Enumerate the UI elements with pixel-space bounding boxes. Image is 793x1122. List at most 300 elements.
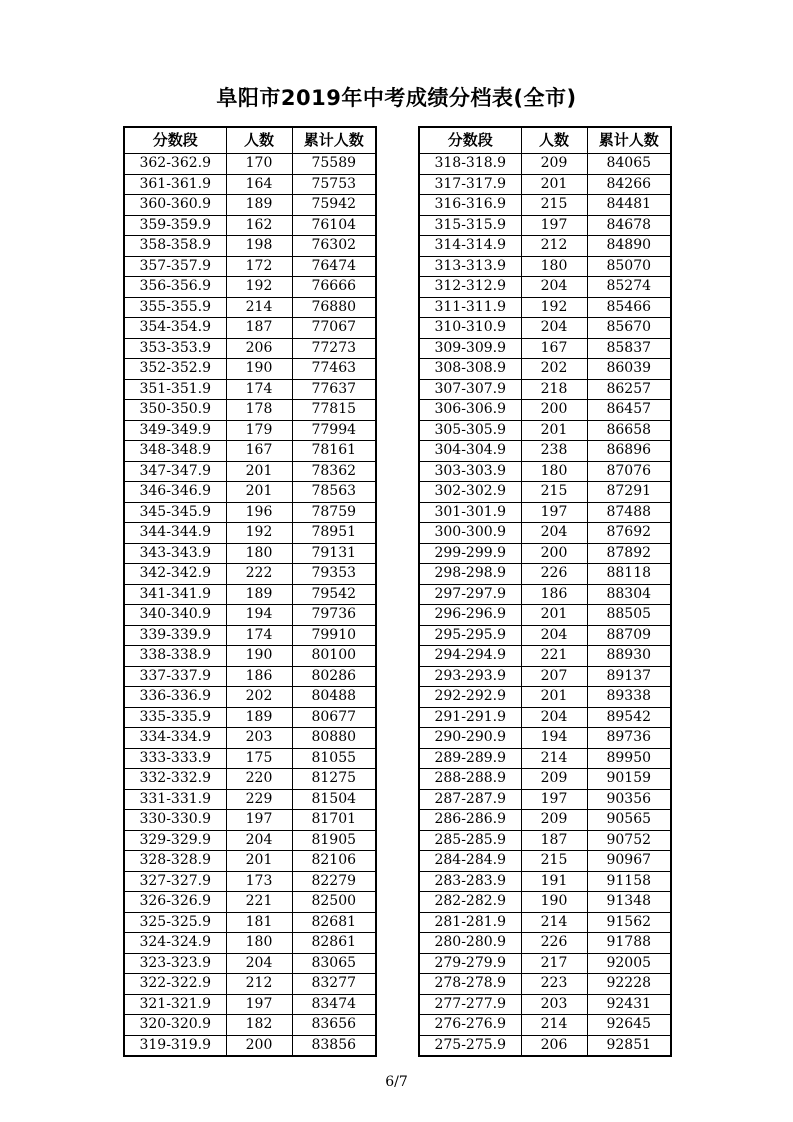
count-cell: 214 (226, 297, 292, 318)
count-cell: 178 (226, 400, 292, 421)
cumulative-cell: 80100 (292, 646, 376, 667)
count-cell: 180 (226, 933, 292, 954)
page-number: 6/7 (385, 1074, 408, 1090)
cumulative-cell: 76880 (292, 297, 376, 318)
score-range-cell: 283-283.9 (419, 871, 521, 892)
table-row (419, 953, 671, 974)
score-range-cell: 314-314.9 (419, 236, 521, 257)
cumulative-cell: 82500 (292, 892, 376, 913)
cumulative-cell: 91158 (587, 871, 671, 892)
table-row (419, 338, 671, 359)
score-range-cell: 329-329.9 (124, 830, 226, 851)
score-range-cell: 341-341.9 (124, 584, 226, 605)
score-range-cell: 290-290.9 (419, 728, 521, 749)
cumulative-cell: 80488 (292, 687, 376, 708)
cumulative-cell: 87488 (587, 502, 671, 523)
table-row (124, 461, 376, 482)
score-range-cell: 349-349.9 (124, 420, 226, 441)
cumulative-cell: 82279 (292, 871, 376, 892)
cumulative-cell: 86039 (587, 359, 671, 380)
score-range-cell: 304-304.9 (419, 441, 521, 462)
table-row (419, 523, 671, 544)
table-row (419, 933, 671, 954)
cumulative-cell: 92228 (587, 974, 671, 995)
cumulative-cell: 89542 (587, 707, 671, 728)
score-range-cell: 285-285.9 (419, 830, 521, 851)
score-range-cell: 276-276.9 (419, 1015, 521, 1036)
score-range-cell: 291-291.9 (419, 707, 521, 728)
table-header-row (124, 127, 376, 154)
count-cell: 204 (226, 953, 292, 974)
table-row (124, 974, 376, 995)
score-range-cell: 339-339.9 (124, 625, 226, 646)
table-row (124, 810, 376, 831)
table-row (124, 400, 376, 421)
table-row (419, 769, 671, 790)
count-cell: 209 (521, 769, 587, 790)
count-cell: 180 (521, 461, 587, 482)
column-header-count: 人数 (521, 127, 587, 154)
table-row (124, 441, 376, 462)
table-row (419, 748, 671, 769)
score-range-cell: 308-308.9 (419, 359, 521, 380)
table-row (124, 154, 376, 175)
count-cell: 170 (226, 154, 292, 175)
count-cell: 190 (226, 359, 292, 380)
cumulative-cell: 77637 (292, 379, 376, 400)
table-row (419, 359, 671, 380)
table-row (124, 379, 376, 400)
score-range-cell: 362-362.9 (124, 154, 226, 175)
table-row (124, 318, 376, 339)
table-row (419, 871, 671, 892)
score-range-cell: 337-337.9 (124, 666, 226, 687)
count-cell: 173 (226, 871, 292, 892)
table-row (419, 584, 671, 605)
table-row (124, 830, 376, 851)
count-cell: 167 (521, 338, 587, 359)
cumulative-cell: 79131 (292, 543, 376, 564)
score-range-cell: 289-289.9 (419, 748, 521, 769)
score-range-cell: 352-352.9 (124, 359, 226, 380)
cumulative-cell: 87076 (587, 461, 671, 482)
table-row (124, 256, 376, 277)
cumulative-cell: 90356 (587, 789, 671, 810)
cumulative-cell: 85466 (587, 297, 671, 318)
cumulative-cell: 78951 (292, 523, 376, 544)
count-cell: 202 (521, 359, 587, 380)
count-cell: 180 (521, 256, 587, 277)
cumulative-cell: 92431 (587, 994, 671, 1015)
cumulative-cell: 85070 (587, 256, 671, 277)
count-cell: 209 (521, 154, 587, 175)
count-cell: 191 (521, 871, 587, 892)
table-row (419, 420, 671, 441)
score-range-cell: 333-333.9 (124, 748, 226, 769)
count-cell: 197 (521, 215, 587, 236)
score-range-cell: 336-336.9 (124, 687, 226, 708)
count-cell: 197 (521, 789, 587, 810)
cumulative-cell: 83065 (292, 953, 376, 974)
table-row (124, 994, 376, 1015)
score-range-cell: 324-324.9 (124, 933, 226, 954)
score-range-cell: 356-356.9 (124, 277, 226, 298)
score-range-cell: 357-357.9 (124, 256, 226, 277)
count-cell: 221 (226, 892, 292, 913)
score-range-cell: 294-294.9 (419, 646, 521, 667)
cumulative-cell: 80880 (292, 728, 376, 749)
score-range-cell: 344-344.9 (124, 523, 226, 544)
count-cell: 204 (521, 523, 587, 544)
table-row (419, 625, 671, 646)
score-range-cell: 311-311.9 (419, 297, 521, 318)
count-cell: 212 (521, 236, 587, 257)
cumulative-cell: 90565 (587, 810, 671, 831)
score-range-cell: 326-326.9 (124, 892, 226, 913)
table-row (124, 523, 376, 544)
score-range-cell: 303-303.9 (419, 461, 521, 482)
cumulative-cell: 81055 (292, 748, 376, 769)
cumulative-cell: 83474 (292, 994, 376, 1015)
table-row (419, 892, 671, 913)
cumulative-cell: 79910 (292, 625, 376, 646)
count-cell: 172 (226, 256, 292, 277)
cumulative-cell: 76474 (292, 256, 376, 277)
count-cell: 189 (226, 707, 292, 728)
score-range-cell: 328-328.9 (124, 851, 226, 872)
score-range-cell: 280-280.9 (419, 933, 521, 954)
count-cell: 214 (521, 1015, 587, 1036)
count-cell: 189 (226, 195, 292, 216)
table-row (419, 543, 671, 564)
table-row (124, 174, 376, 195)
cumulative-cell: 86658 (587, 420, 671, 441)
cumulative-cell: 85274 (587, 277, 671, 298)
cumulative-cell: 77067 (292, 318, 376, 339)
count-cell: 204 (521, 318, 587, 339)
count-cell: 206 (521, 1035, 587, 1056)
score-range-cell: 322-322.9 (124, 974, 226, 995)
table-row (124, 1015, 376, 1036)
table-row (124, 1035, 376, 1056)
table-row (419, 830, 671, 851)
count-cell: 214 (521, 912, 587, 933)
count-cell: 200 (521, 543, 587, 564)
table-row (124, 338, 376, 359)
score-range-cell: 315-315.9 (419, 215, 521, 236)
score-range-cell: 299-299.9 (419, 543, 521, 564)
table-row (419, 195, 671, 216)
count-cell: 204 (226, 830, 292, 851)
count-cell: 220 (226, 769, 292, 790)
table-row (419, 974, 671, 995)
table-row (124, 605, 376, 626)
table-row (419, 256, 671, 277)
table-row (419, 810, 671, 831)
table-row (419, 502, 671, 523)
count-cell: 229 (226, 789, 292, 810)
cumulative-cell: 84890 (587, 236, 671, 257)
score-range-cell: 318-318.9 (419, 154, 521, 175)
count-cell: 200 (521, 400, 587, 421)
count-cell: 201 (521, 420, 587, 441)
table-row (419, 1035, 671, 1056)
cumulative-cell: 76104 (292, 215, 376, 236)
table-row (124, 277, 376, 298)
score-range-cell: 313-313.9 (419, 256, 521, 277)
cumulative-cell: 81275 (292, 769, 376, 790)
score-range-cell: 307-307.9 (419, 379, 521, 400)
table-row (124, 502, 376, 523)
table-row (124, 748, 376, 769)
count-cell: 174 (226, 379, 292, 400)
score-range-cell: 281-281.9 (419, 912, 521, 933)
count-cell: 192 (226, 277, 292, 298)
score-range-cell: 317-317.9 (419, 174, 521, 195)
cumulative-cell: 78563 (292, 482, 376, 503)
table-row (124, 420, 376, 441)
count-cell: 190 (521, 892, 587, 913)
cumulative-cell: 87892 (587, 543, 671, 564)
score-range-cell: 316-316.9 (419, 195, 521, 216)
table-row (124, 297, 376, 318)
cumulative-cell: 81504 (292, 789, 376, 810)
cumulative-cell: 91348 (587, 892, 671, 913)
score-range-cell: 292-292.9 (419, 687, 521, 708)
cumulative-cell: 88709 (587, 625, 671, 646)
count-cell: 226 (521, 564, 587, 585)
score-range-cell: 279-279.9 (419, 953, 521, 974)
count-cell: 181 (226, 912, 292, 933)
table-row (419, 1015, 671, 1036)
cumulative-cell: 83656 (292, 1015, 376, 1036)
table-row (124, 707, 376, 728)
table-row (124, 236, 376, 257)
cumulative-cell: 80286 (292, 666, 376, 687)
cumulative-cell: 81905 (292, 830, 376, 851)
count-cell: 221 (521, 646, 587, 667)
table-row (419, 687, 671, 708)
table-row (124, 584, 376, 605)
score-range-cell: 286-286.9 (419, 810, 521, 831)
score-range-cell: 296-296.9 (419, 605, 521, 626)
count-cell: 201 (521, 687, 587, 708)
cumulative-cell: 84678 (587, 215, 671, 236)
cumulative-cell: 84065 (587, 154, 671, 175)
score-range-cell: 277-277.9 (419, 994, 521, 1015)
count-cell: 189 (226, 584, 292, 605)
cumulative-cell: 90159 (587, 769, 671, 790)
score-range-cell: 275-275.9 (419, 1035, 521, 1056)
table-row (124, 871, 376, 892)
cumulative-cell: 75942 (292, 195, 376, 216)
count-cell: 197 (226, 810, 292, 831)
table-row (419, 236, 671, 257)
score-range-cell: 347-347.9 (124, 461, 226, 482)
table-row (124, 892, 376, 913)
count-cell: 200 (226, 1035, 292, 1056)
score-range-cell: 332-332.9 (124, 769, 226, 790)
cumulative-cell: 82106 (292, 851, 376, 872)
column-header-score-range: 分数段 (419, 127, 521, 154)
score-range-cell: 351-351.9 (124, 379, 226, 400)
cumulative-cell: 89950 (587, 748, 671, 769)
score-range-cell: 331-331.9 (124, 789, 226, 810)
cumulative-cell: 79542 (292, 584, 376, 605)
cumulative-cell: 78161 (292, 441, 376, 462)
score-range-cell: 302-302.9 (419, 482, 521, 503)
count-cell: 209 (521, 810, 587, 831)
count-cell: 215 (521, 482, 587, 503)
score-range-cell: 338-338.9 (124, 646, 226, 667)
score-range-cell: 327-327.9 (124, 871, 226, 892)
score-range-cell: 355-355.9 (124, 297, 226, 318)
table-row (419, 482, 671, 503)
table-row (124, 543, 376, 564)
cumulative-cell: 79353 (292, 564, 376, 585)
count-cell: 182 (226, 1015, 292, 1036)
score-range-cell: 353-353.9 (124, 338, 226, 359)
cumulative-cell: 78362 (292, 461, 376, 482)
cumulative-cell: 79736 (292, 605, 376, 626)
cumulative-cell: 88118 (587, 564, 671, 585)
score-range-cell: 358-358.9 (124, 236, 226, 257)
table-row (419, 379, 671, 400)
count-cell: 212 (226, 974, 292, 995)
cumulative-cell: 81701 (292, 810, 376, 831)
cumulative-cell: 88505 (587, 605, 671, 626)
table-row (419, 564, 671, 585)
count-cell: 215 (521, 195, 587, 216)
table-row (124, 912, 376, 933)
table-row (124, 933, 376, 954)
column-header-count: 人数 (226, 127, 292, 154)
cumulative-cell: 89338 (587, 687, 671, 708)
cumulative-cell: 89736 (587, 728, 671, 749)
cumulative-cell: 88930 (587, 646, 671, 667)
cumulative-cell: 91788 (587, 933, 671, 954)
count-cell: 218 (521, 379, 587, 400)
score-range-cell: 335-335.9 (124, 707, 226, 728)
cumulative-cell: 80677 (292, 707, 376, 728)
cumulative-cell: 86257 (587, 379, 671, 400)
score-range-cell: 321-321.9 (124, 994, 226, 1015)
score-range-cell: 334-334.9 (124, 728, 226, 749)
count-cell: 215 (521, 851, 587, 872)
score-range-cell: 325-325.9 (124, 912, 226, 933)
score-range-cell: 284-284.9 (419, 851, 521, 872)
table-row (419, 297, 671, 318)
score-range-cell: 305-305.9 (419, 420, 521, 441)
score-range-cell: 359-359.9 (124, 215, 226, 236)
count-cell: 206 (226, 338, 292, 359)
table-row (124, 666, 376, 687)
table-row (124, 728, 376, 749)
score-table-right (418, 126, 672, 1057)
count-cell: 187 (226, 318, 292, 339)
score-range-cell: 293-293.9 (419, 666, 521, 687)
table-row (419, 666, 671, 687)
cumulative-cell: 77463 (292, 359, 376, 380)
count-cell: 201 (226, 851, 292, 872)
cumulative-cell: 90752 (587, 830, 671, 851)
table-row (419, 789, 671, 810)
table-row (419, 994, 671, 1015)
score-range-cell: 340-340.9 (124, 605, 226, 626)
count-cell: 238 (521, 441, 587, 462)
count-cell: 214 (521, 748, 587, 769)
count-cell: 203 (521, 994, 587, 1015)
score-range-cell: 361-361.9 (124, 174, 226, 195)
score-range-cell: 300-300.9 (419, 523, 521, 544)
count-cell: 196 (226, 502, 292, 523)
count-cell: 223 (521, 974, 587, 995)
cumulative-cell: 83856 (292, 1035, 376, 1056)
count-cell: 192 (521, 297, 587, 318)
count-cell: 192 (226, 523, 292, 544)
score-range-cell: 345-345.9 (124, 502, 226, 523)
count-cell: 162 (226, 215, 292, 236)
score-range-cell: 278-278.9 (419, 974, 521, 995)
count-cell: 202 (226, 687, 292, 708)
score-range-cell: 312-312.9 (419, 277, 521, 298)
table-row (419, 851, 671, 872)
count-cell: 226 (521, 933, 587, 954)
count-cell: 201 (521, 605, 587, 626)
column-header-cumulative: 累计人数 (292, 127, 376, 154)
count-cell: 190 (226, 646, 292, 667)
table-row (124, 564, 376, 585)
cumulative-cell: 89137 (587, 666, 671, 687)
page-title: 阜阳市2019年中考成绩分档表(全市) (216, 86, 577, 110)
table-row (419, 728, 671, 749)
cumulative-cell: 76666 (292, 277, 376, 298)
table-row (419, 461, 671, 482)
score-range-cell: 297-297.9 (419, 584, 521, 605)
table-row (419, 154, 671, 175)
score-range-cell: 295-295.9 (419, 625, 521, 646)
count-cell: 204 (521, 625, 587, 646)
cumulative-cell: 86896 (587, 441, 671, 462)
cumulative-cell: 78759 (292, 502, 376, 523)
count-cell: 197 (521, 502, 587, 523)
cumulative-cell: 88304 (587, 584, 671, 605)
table-row (124, 215, 376, 236)
cumulative-cell: 77273 (292, 338, 376, 359)
count-cell: 186 (521, 584, 587, 605)
table-row (124, 789, 376, 810)
count-cell: 207 (521, 666, 587, 687)
count-cell: 197 (226, 994, 292, 1015)
cumulative-cell: 86457 (587, 400, 671, 421)
table-row (419, 912, 671, 933)
count-cell: 174 (226, 625, 292, 646)
count-cell: 175 (226, 748, 292, 769)
score-range-cell: 348-348.9 (124, 441, 226, 462)
count-cell: 198 (226, 236, 292, 257)
score-range-cell: 354-354.9 (124, 318, 226, 339)
cumulative-cell: 83277 (292, 974, 376, 995)
cumulative-cell: 87692 (587, 523, 671, 544)
count-cell: 201 (226, 482, 292, 503)
cumulative-cell: 92851 (587, 1035, 671, 1056)
table-row (124, 195, 376, 216)
table-row (419, 707, 671, 728)
cumulative-cell: 76302 (292, 236, 376, 257)
score-range-cell: 330-330.9 (124, 810, 226, 831)
cumulative-cell: 77815 (292, 400, 376, 421)
count-cell: 204 (521, 277, 587, 298)
